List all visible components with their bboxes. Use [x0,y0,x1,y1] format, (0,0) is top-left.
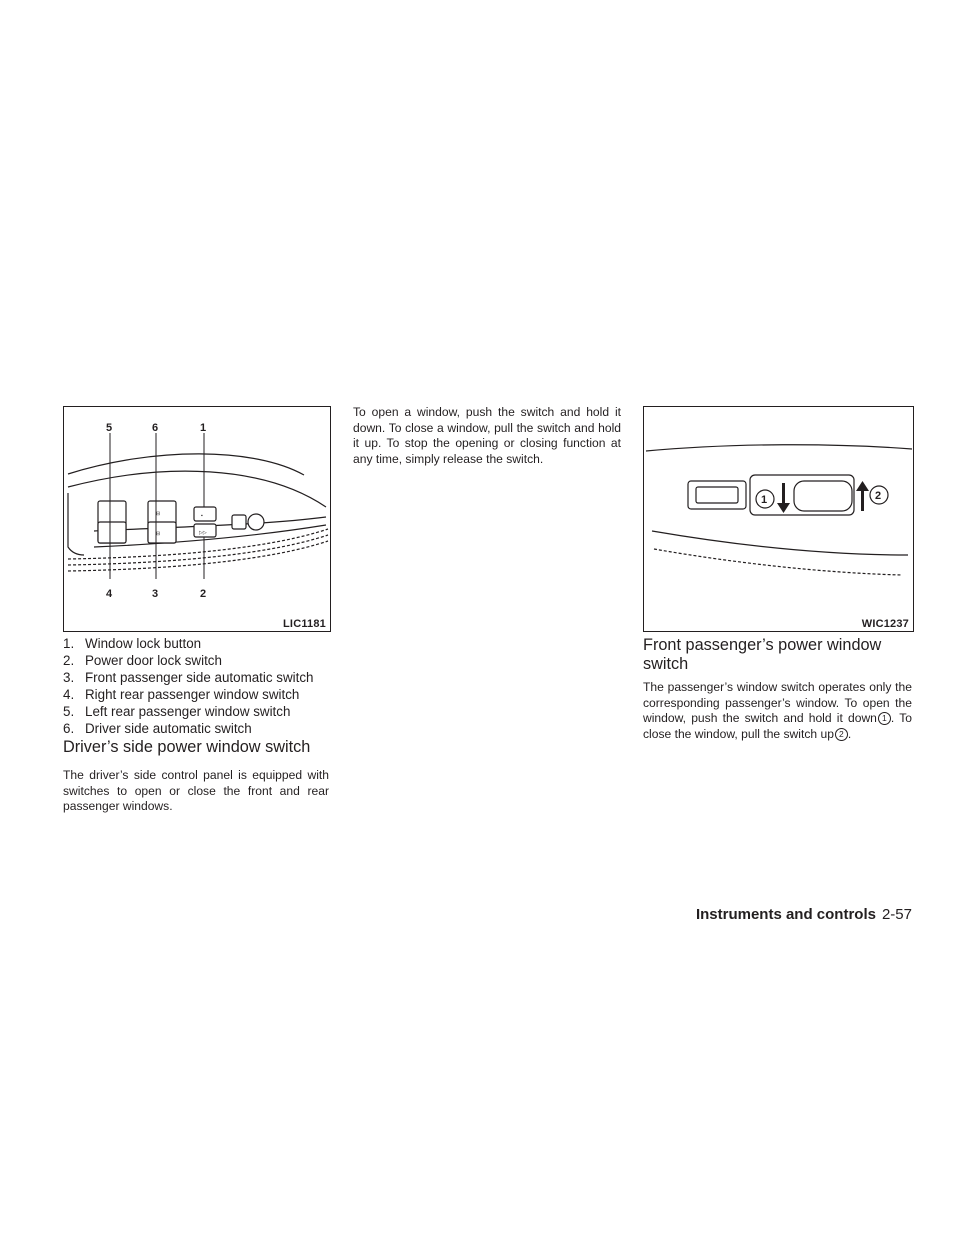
figure-code: WIC1237 [861,618,909,630]
page-footer [696,906,912,924]
svg-text:⊟: ⊟ [156,531,161,537]
open-close-instructions: To open a window, push the switch and hold it down. To close a window, pull the switch and hold it up. To stop the opening or closing function at any time, simply release the switch. [353,405,621,466]
circled-number-2: 2 [835,728,848,741]
front-section-body: The passenger’s window switch operates only the corresponding passenger’s window. To open the window, push the switch and hold it down 1 . To close the window, pull the switch up 2 . [643,680,912,741]
right-rear-switch [98,522,126,543]
driver-section-body: The driver’s side control panel is equipped with switches to open or close the front and rear passenger windows. [63,768,329,814]
section-title: Instruments and controls [695,906,876,923]
callout-3: 3 [152,588,159,600]
driver-panel-illustration [64,407,330,631]
window-lock-button [194,507,216,521]
callout-1: 1 [200,422,207,434]
svg-text:⊟: ⊟ [156,511,161,517]
callout-2: 2 [200,588,207,600]
list-item: 4. Right rear passenger window switch [63,686,300,702]
page-number: 2-57 [881,906,912,923]
driver-section-heading: Driver’s side power window switch [63,738,311,756]
passenger-auto-switch [148,522,176,543]
callout-4: 4 [106,588,113,600]
list-item: 3. Front passenger side automatic switch [63,669,314,685]
figure-code: LIC1181 [283,618,326,630]
passenger-switch-illustration [644,407,913,631]
list-item: 2. Power door lock switch [63,652,222,668]
circled-number-1: 1 [878,712,891,725]
figure-passenger-switch [643,406,914,632]
front-section-heading: Front passenger’s power window switch [643,636,882,673]
callout-1: 1 [761,494,768,506]
callout-5: 5 [106,422,113,434]
callout-6: 6 [152,422,159,434]
figure-driver-control-panel [63,406,331,632]
arrow-up-icon [856,481,869,491]
list-item: 6. Driver side automatic switch [63,720,252,736]
svg-text:▪: ▪ [201,513,203,519]
callout-2: 2 [875,490,882,502]
list-item: 5. Left rear passenger window switch [63,703,291,719]
component-list [63,636,333,737]
list-item: 1. Window lock button [63,636,202,651]
svg-text:▷▷: ▷▷ [199,530,207,536]
